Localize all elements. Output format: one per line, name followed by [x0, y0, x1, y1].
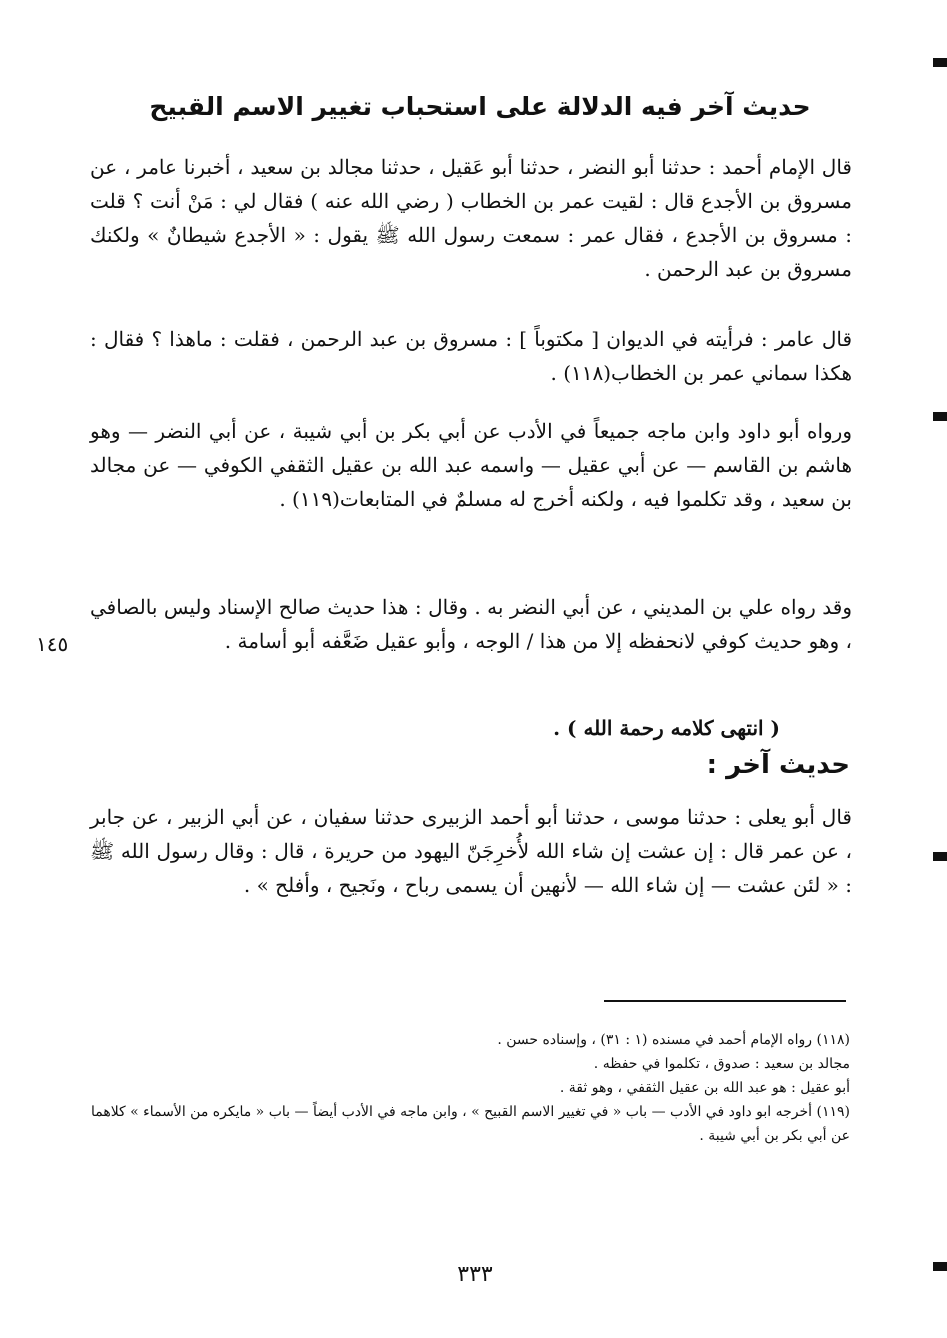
page-number: ٣٣٣	[457, 1262, 493, 1287]
footnote-divider	[604, 1000, 846, 1002]
closing-remark: ( انتهى كلامه رحمة الله ) .	[553, 716, 780, 740]
paragraph-5: قال أبو يعلى : حدثنا موسى ، حدثنا أبو أحمد الزبيرى حدثنا سفيان ، عن أبي الزبير ، عن جابر ، عن عمر قال : إن عشت إن شاء الله لأُخرِجَنّ اليهود من حريرة ، قال : وقال رسول الله ﷺ : « لئن عشت — إن شاء الله — لأنهين أن يسمى رباح ، ونَجيح ، وأفلح » .	[90, 805, 852, 897]
paragraph-2: قال عامر : فرأيته في الديوان [ مكتوباً ] : مسروق بن عبد الرحمن ، فقلت : ماهذا ؟ فقال : هكذا سماني عمر بن الخطاب(١١٨) .	[90, 327, 852, 385]
footnote-note-abu-aqil: أبو عقيل : هو عبد الله بن عقيل الثقفي ، وهو ثقة .	[559, 1080, 850, 1096]
section-heading: حديث آخر :	[706, 750, 850, 780]
scan-edge-mark	[933, 852, 947, 861]
scan-edge-mark	[933, 58, 947, 67]
scan-edge-mark	[933, 412, 947, 421]
paragraph-1: قال الإمام أحمد : حدثنا أبو النضر ، حدثنا أبو عَقيل ، حدثنا مجالد بن سعيد ، أخبرنا عامر ، عن مسروق بن الأجدع قال : لقيت عمر بن الخطاب ( رضي الله عنه ) فقال لي : مَنْ أنت ؟ قلت : مسروق بن الأجدع ، فقال عمر : سمعت رسول الله ﷺ يقول : « الأجدع شيطانٌ » ولكنك مسروق بن عبد الرحمن .	[90, 155, 852, 281]
chapter-title: حديث آخر فيه الدلالة على استحباب تغيير الاسم القبيح	[149, 92, 811, 121]
footnote-118: (١١٨) رواه الإمام أحمد في مسنده (١ : ٣١) ، وإسناده حسن .	[497, 1032, 850, 1048]
margin-page-reference: ١٤٥	[36, 632, 69, 656]
scan-edge-mark	[933, 1262, 947, 1271]
footnote-119: (١١٩) أخرجه ابو داود في الأدب — باب « في تغيير الاسم القبيح » ، وابن ماجه في الأدب أيضاً — باب « مايكره من الأسماء » كلاهما عن أبي بكر بن أبي شيبة .	[90, 1104, 850, 1144]
paragraph-3: ورواه أبو داود وابن ماجه جميعاً في الأدب عن أبي بكر بن أبي شيبة ، عن أبي النضر — وهو هاشم بن القاسم — عن أبي عقيل — واسمه عبد الله بن عقيل الثقفي الكوفي — عن مجالد بن سعيد ، وقد تكلموا فيه ، ولكنه أخرج له مسلمٌ في المتابعات(١١٩) .	[90, 419, 852, 511]
footnotes	[90, 1028, 850, 1148]
paragraph-4: وقد رواه علي بن المديني ، عن أبي النضر به . وقال : هذا حديث صالح الإسناد وليس بالصافي ، وهو حديث كوفي لانحفظه إلا من هذا / الوجه ، وأبو عقيل ضَعَّفه أبو أسامة .	[90, 595, 852, 653]
footnote-note-mujalid: مجالد بن سعيد : صدوق ، تكلموا في حفظه .	[593, 1056, 850, 1072]
